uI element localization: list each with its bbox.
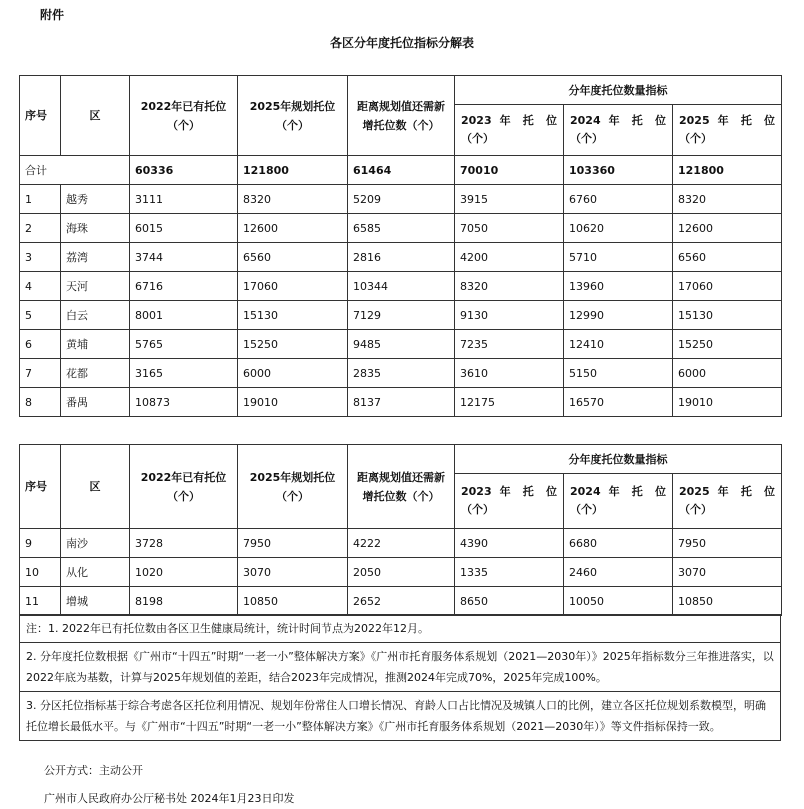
cell-y2025: 6560 [673, 243, 782, 272]
total-planned-2025: 121800 [238, 156, 348, 185]
table-row [20, 301, 782, 330]
cell-seq: 8 [20, 388, 61, 417]
cell-seq: 10 [20, 558, 61, 587]
table-row [20, 388, 782, 417]
header-gap: 距离规划值还需新增托位数（个） [348, 76, 455, 156]
cell-district: 从化 [61, 558, 130, 587]
cell-y2025: 19010 [673, 388, 782, 417]
header-existing-2022: 2022年已有托位（个） [130, 76, 238, 156]
cell-district: 黄埔 [61, 330, 130, 359]
header-annual-group: 分年度托位数量指标 [455, 76, 782, 105]
cell-y2024: 10050 [564, 587, 673, 616]
cell-gap: 2652 [348, 587, 455, 616]
table-row [20, 243, 782, 272]
table-row [20, 330, 782, 359]
cell-y2023: 7235 [455, 330, 564, 359]
header-district: 区 [61, 445, 130, 529]
cell-planned-2025: 12600 [238, 214, 348, 243]
cell-y2023: 9130 [455, 301, 564, 330]
cell-y2024: 12990 [564, 301, 673, 330]
cell-existing-2022: 8198 [130, 587, 238, 616]
cell-district: 南沙 [61, 529, 130, 558]
cell-gap: 2835 [348, 359, 455, 388]
cell-district: 荔湾 [61, 243, 130, 272]
cell-existing-2022: 6716 [130, 272, 238, 301]
cell-planned-2025: 17060 [238, 272, 348, 301]
cell-y2023: 8320 [455, 272, 564, 301]
page-title: 各区分年度托位指标分解表 [329, 36, 474, 50]
header-year-2024: 2024 年 托 位 （个） [564, 474, 673, 529]
note-2: 2. 分年度托位数根据《广州市“十四五”时期“一老一小”整体解决方案》《广州市托育服务体系规划（2021—2030年）》2025年指标数分三年推进落实，以2022年底为基数，计算与2025年规划值的差距，结合2023年完成情况，推测2024年完成70%，2025年完成100%。 [20, 643, 781, 692]
cell-y2023: 12175 [455, 388, 564, 417]
cell-planned-2025: 8320 [238, 185, 348, 214]
cell-existing-2022: 8001 [130, 301, 238, 330]
header-district: 区 [61, 76, 130, 156]
table-row [20, 359, 782, 388]
header-seq: 序号 [20, 76, 61, 156]
cell-district: 越秀 [61, 185, 130, 214]
cell-district: 增城 [61, 587, 130, 616]
table-row [20, 185, 782, 214]
header-planned-2025: 2025年规划托位（个） [238, 445, 348, 529]
cell-district: 海珠 [61, 214, 130, 243]
attachment-label: 附件 [40, 8, 65, 22]
cell-planned-2025: 6000 [238, 359, 348, 388]
cell-seq: 4 [20, 272, 61, 301]
cell-district: 天河 [61, 272, 130, 301]
cell-planned-2025: 15130 [238, 301, 348, 330]
cell-y2025: 3070 [673, 558, 782, 587]
cell-planned-2025: 7950 [238, 529, 348, 558]
cell-y2025: 15250 [673, 330, 782, 359]
cell-planned-2025: 3070 [238, 558, 348, 587]
table-row [20, 529, 782, 558]
header-year-2023: 2023 年 托 位 （个） [455, 474, 564, 529]
cell-y2025: 15130 [673, 301, 782, 330]
header-annual-group: 分年度托位数量指标 [455, 445, 782, 474]
cell-gap: 2816 [348, 243, 455, 272]
cell-y2023: 4200 [455, 243, 564, 272]
cell-existing-2022: 10873 [130, 388, 238, 417]
cell-existing-2022: 1020 [130, 558, 238, 587]
total-2025: 121800 [673, 156, 782, 185]
cell-seq: 11 [20, 587, 61, 616]
quota-table-2 [19, 444, 782, 616]
cell-y2024: 12410 [564, 330, 673, 359]
cell-existing-2022: 3111 [130, 185, 238, 214]
cell-seq: 5 [20, 301, 61, 330]
header-planned-2025: 2025年规划托位（个） [238, 76, 348, 156]
quota-table-1 [19, 75, 782, 417]
cell-district: 花都 [61, 359, 130, 388]
cell-y2024: 10620 [564, 214, 673, 243]
cell-y2025: 6000 [673, 359, 782, 388]
disclosure-method: 公开方式：主动公开 [44, 764, 143, 777]
cell-y2024: 2460 [564, 558, 673, 587]
cell-gap: 8137 [348, 388, 455, 417]
cell-existing-2022: 6015 [130, 214, 238, 243]
cell-y2025: 12600 [673, 214, 782, 243]
cell-y2025: 17060 [673, 272, 782, 301]
cell-y2024: 16570 [564, 388, 673, 417]
header-year-2023: 2023 年 托 位 （个） [455, 105, 564, 156]
cell-seq: 9 [20, 529, 61, 558]
cell-seq: 3 [20, 243, 61, 272]
cell-y2023: 8650 [455, 587, 564, 616]
cell-y2023: 4390 [455, 529, 564, 558]
cell-y2025: 8320 [673, 185, 782, 214]
cell-seq: 7 [20, 359, 61, 388]
cell-existing-2022: 5765 [130, 330, 238, 359]
total-2023: 70010 [455, 156, 564, 185]
cell-gap: 6585 [348, 214, 455, 243]
cell-y2023: 3915 [455, 185, 564, 214]
cell-gap: 5209 [348, 185, 455, 214]
table-row [20, 558, 782, 587]
table-row [20, 214, 782, 243]
cell-y2024: 5150 [564, 359, 673, 388]
cell-y2024: 6680 [564, 529, 673, 558]
cell-district: 白云 [61, 301, 130, 330]
table-row [20, 272, 782, 301]
cell-planned-2025: 15250 [238, 330, 348, 359]
cell-y2025: 10850 [673, 587, 782, 616]
cell-y2024: 13960 [564, 272, 673, 301]
header-gap: 距离规划值还需新增托位数（个） [348, 445, 455, 529]
total-gap: 61464 [348, 156, 455, 185]
header-year-2025: 2025 年 托 位 （个） [673, 474, 782, 529]
issuer-line: 广州市人民政府办公厅秘书处 2024年1月23日印发 [44, 792, 295, 805]
cell-gap: 7129 [348, 301, 455, 330]
total-row [20, 156, 782, 185]
cell-existing-2022: 3165 [130, 359, 238, 388]
cell-planned-2025: 10850 [238, 587, 348, 616]
cell-y2023: 1335 [455, 558, 564, 587]
cell-planned-2025: 19010 [238, 388, 348, 417]
total-2024: 103360 [564, 156, 673, 185]
cell-y2024: 6760 [564, 185, 673, 214]
cell-y2024: 5710 [564, 243, 673, 272]
cell-planned-2025: 6560 [238, 243, 348, 272]
cell-existing-2022: 3744 [130, 243, 238, 272]
cell-gap: 4222 [348, 529, 455, 558]
cell-y2025: 7950 [673, 529, 782, 558]
total-existing-2022: 60336 [130, 156, 238, 185]
note-1: 注：1. 2022年已有托位数由各区卫生健康局统计，统计时间节点为2022年12月。 [20, 615, 781, 643]
cell-seq: 1 [20, 185, 61, 214]
cell-district: 番禺 [61, 388, 130, 417]
header-year-2025: 2025 年 托 位 （个） [673, 105, 782, 156]
cell-gap: 9485 [348, 330, 455, 359]
cell-y2023: 7050 [455, 214, 564, 243]
cell-seq: 6 [20, 330, 61, 359]
cell-gap: 10344 [348, 272, 455, 301]
cell-y2023: 3610 [455, 359, 564, 388]
cell-existing-2022: 3728 [130, 529, 238, 558]
cell-seq: 2 [20, 214, 61, 243]
header-year-2024: 2024 年 托 位 （个） [564, 105, 673, 156]
header-seq: 序号 [20, 445, 61, 529]
note-3: 3. 分区托位指标基于综合考虑各区托位利用情况、规划年份常住人口增长情况、育龄人口占比情况及城镇人口的比例，建立各区托位规划系数模型，明确托位增长最低水平。与《广州市“十四五”时期“一老一小”整体解决方案》《广州市托育服务体系规划（2021—2030年）》等文件指标保持一致。 [20, 692, 781, 741]
total-label: 合计 [20, 156, 130, 185]
notes-table [19, 614, 781, 741]
header-existing-2022: 2022年已有托位（个） [130, 445, 238, 529]
table-row [20, 587, 782, 616]
cell-gap: 2050 [348, 558, 455, 587]
